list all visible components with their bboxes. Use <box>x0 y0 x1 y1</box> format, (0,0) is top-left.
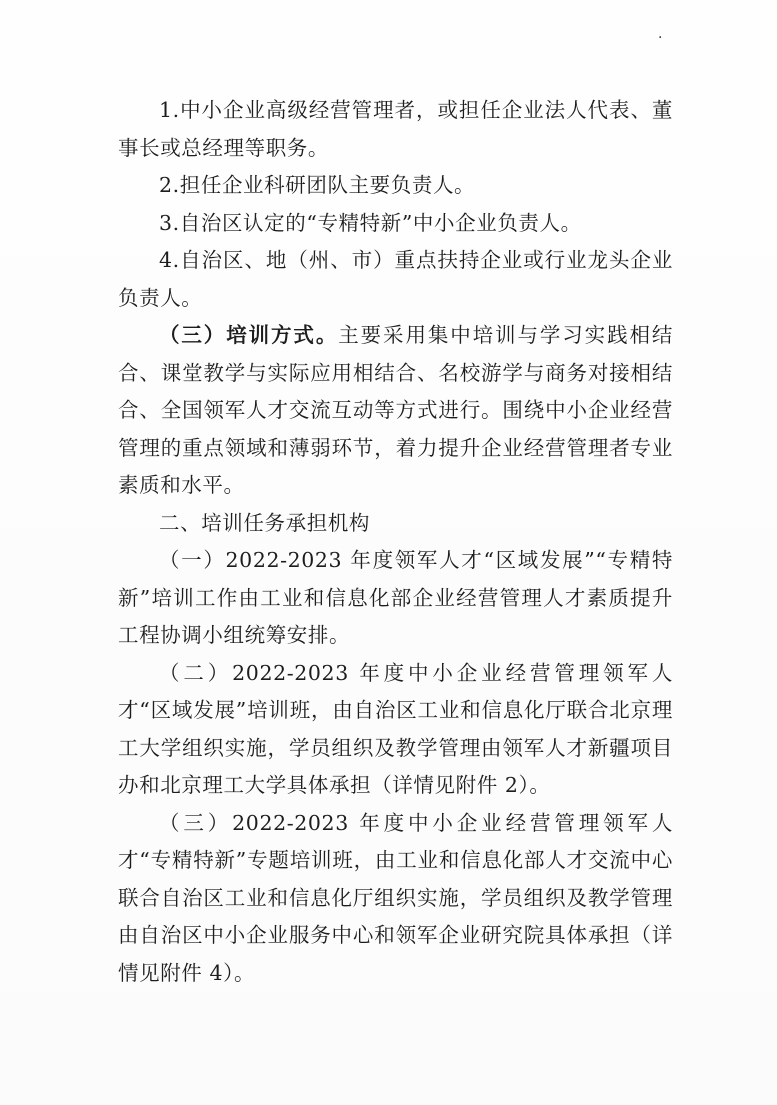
training-method-paragraph <box>118 317 673 505</box>
list-item-2: 2.担任企业科研团队主要负责人。 <box>159 173 476 197</box>
training-method-label: （三）培训方式。 <box>159 323 339 347</box>
page-mark: · <box>658 30 663 46</box>
section-two-paragraph-2: （二）2022-2023 年度中小企业经营管理领军人才“区域发展”培训班，由自治区工业和信息化厅联合北京理工大学组织实施，学员组织及教学管理由领军人才新疆项目办和北京理工大学具体承担（详情见附件 2）。 <box>118 660 673 797</box>
list-item-1: 1.中小企业高级经营管理者，或担任企业法人代表、董事长或总经理等职务。 <box>118 98 673 160</box>
section-two-paragraph-1: （一）2022-2023 年度领军人才“区域发展”“专精特新”培训工作由工业和信息化部企业经营管理人才素质提升工程协调小组统筹安排。 <box>118 548 673 647</box>
section-two-heading: 二、培训任务承担机构 <box>159 510 370 535</box>
training-method-text: 主要采用集中培训与学习实践相结合、课堂教学与实际应用相结合、名校游学与商务对接相结合、全国领军人才交流互动等方式进行。围绕中小企业经营管理的重点领域和薄弱环节，着力提升企业经营管理者专业素质和水平。 <box>118 323 673 497</box>
section-two-paragraph-3: （三）2022-2023 年度中小企业经营管理领军人才“专精特新”专题培训班，由工业和信息化部人才交流中心联合自治区工业和信息化厅组织实施，学员组织及教学管理由自治区中小企业服务中心和领军企业研究院具体承担（详情见附件 4）。 <box>118 810 673 985</box>
list-item-4: 4.自治区、地（州、市）重点扶持企业或行业龙头企业负责人。 <box>118 248 673 310</box>
list-item-3: 3.自治区认定的“专精特新”中小企业负责人。 <box>159 210 582 235</box>
document-body <box>118 92 673 992</box>
